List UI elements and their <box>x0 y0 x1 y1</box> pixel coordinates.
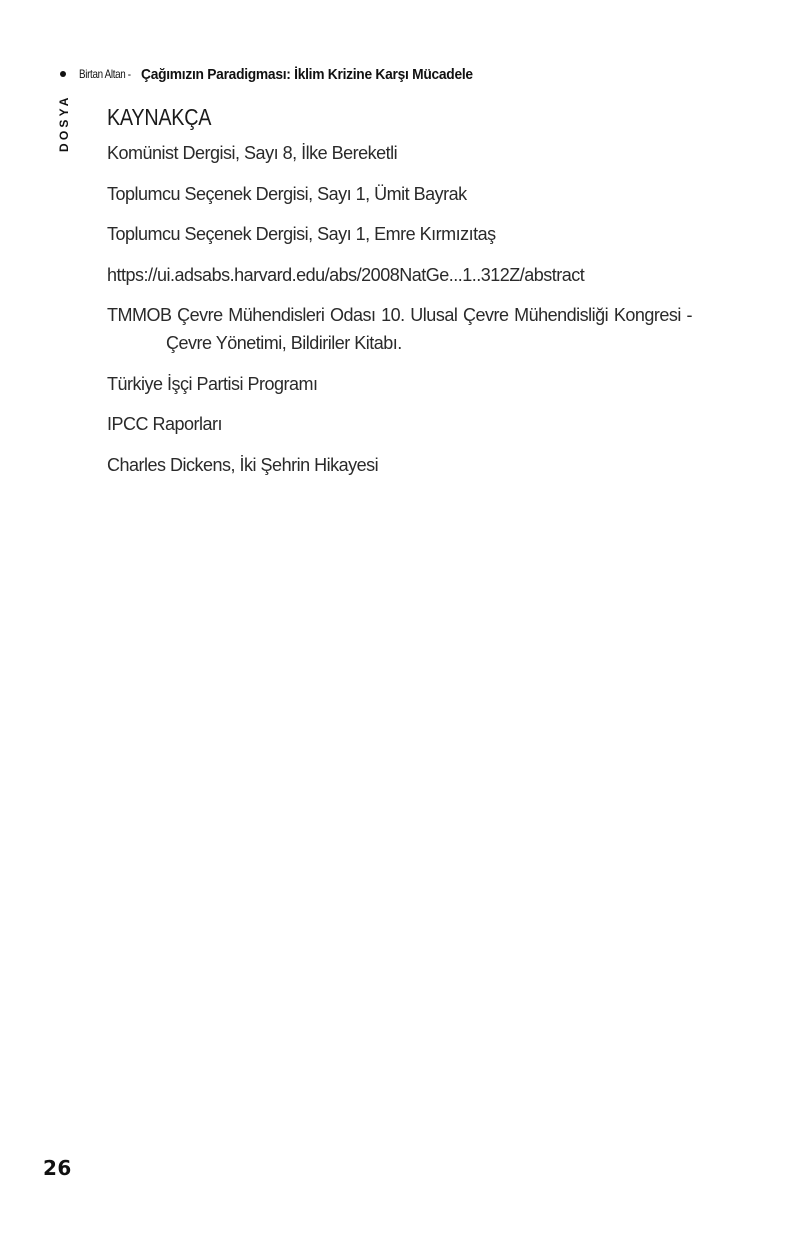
reference-item: Toplumcu Seçenek Dergisi, Sayı 1, Ümit Bayrak <box>107 183 467 204</box>
reference-item: Charles Dickens, İki Şehrin Hikayesi <box>107 454 379 475</box>
header-author: Birtan Altan - <box>79 67 131 81</box>
header-article-title: Çağımızın Paradigması: İklim Krizine Karşı Mücadele <box>141 65 473 83</box>
reference-list <box>107 139 692 479</box>
bullet-icon <box>60 71 66 77</box>
bibliography-heading: KAYNAKÇA <box>107 104 212 130</box>
reference-item: Toplumcu Seçenek Dergisi, Sayı 1, Emre Kırmızıtaş <box>107 224 496 244</box>
reference-item: IPCC Raporları <box>107 414 223 434</box>
running-header <box>60 64 502 84</box>
reference-item: TMMOB Çevre Mühendisleri Odası 10. Ulusal Çevre Mühendisliği Kongresi - Çevre Yönetimi, Bildiriler Kitabı. <box>107 305 692 353</box>
page-number: 26 <box>43 1156 72 1180</box>
section-tag: DOSYA <box>57 94 71 152</box>
reference-item: Türkiye İşçi Partisi Programı <box>107 373 318 394</box>
bibliography-section <box>107 104 692 491</box>
reference-item: Komünist Dergisi, Sayı 8, İlke Bereketli <box>107 143 398 163</box>
reference-link[interactable]: https://ui.adsabs.harvard.edu/abs/2008NatGe...1..312Z/abstract <box>107 264 585 285</box>
